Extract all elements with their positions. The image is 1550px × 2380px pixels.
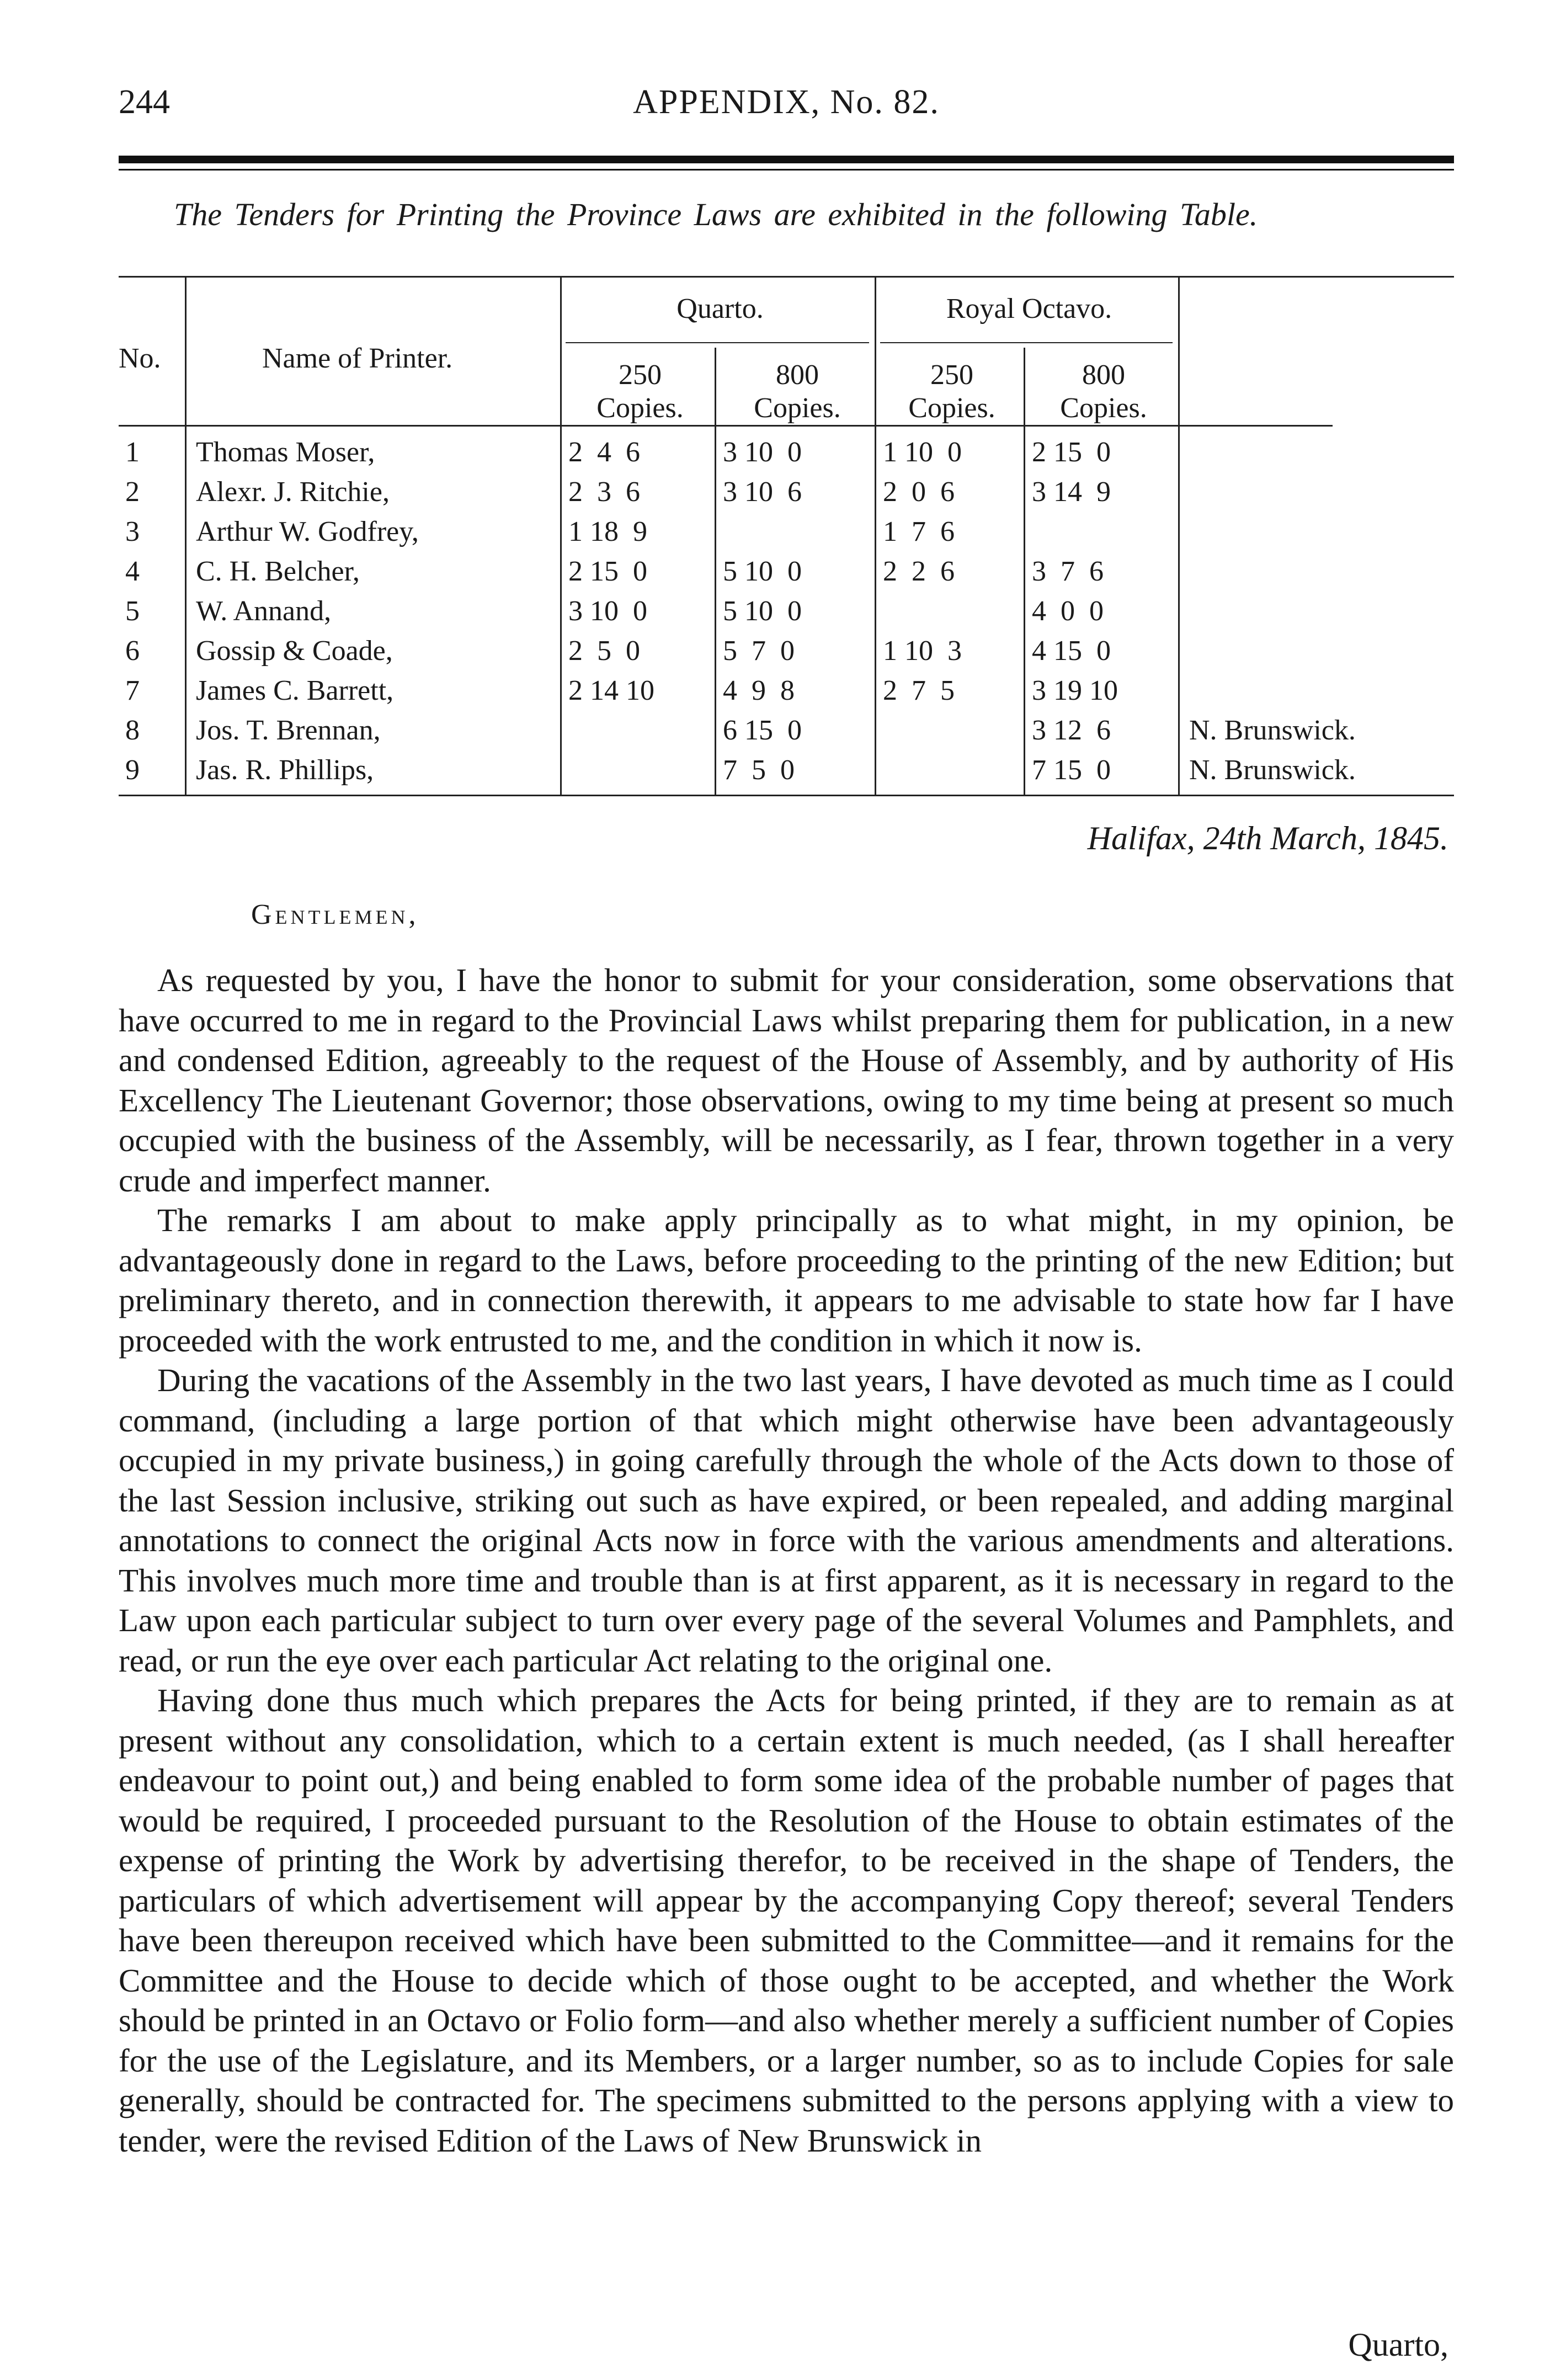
paragraph: During the vacations of the Assembly in the two last years, I have devoted as much time as I could command, (including a large portion of that which might otherwise have been advantageously occupied in my private business,) in going carefully through the whole of the Acts down to those of the last Session inclusive, striking out such as have expired, or been repealed, and adding marginal annotations to connect the original Acts now in force with the various amendments and alterations. This involves much more time and trouble than is at first apparent, as it is necessary in regard to the Law upon each particular subject to turn over every page of the several Volumes and Pamphlets, and read, or run the eye over each particular Act relating to the original one. [119, 1362, 1454, 1679]
header-royal-octavo: Royal Octavo. [946, 293, 1112, 324]
row-name: Jos. T. Brennan, [196, 715, 381, 746]
row-octavo-250: 1 10 0 [883, 436, 962, 468]
catchword: Quarto, [1348, 2326, 1448, 2363]
header-o250: 250 [930, 359, 973, 391]
header-rule-thin [119, 169, 1454, 171]
col-rule [560, 276, 562, 795]
row-octavo-250: 1 7 6 [883, 516, 955, 547]
row-quarto-250: 3 10 0 [568, 595, 647, 627]
col-rule [1178, 276, 1180, 795]
header-copies: Copies. [754, 392, 841, 424]
paragraph: Having done thus much which prepares the Acts for being printed, if they are to remain as at present without any consolidation, which to a certain extent is much needed, (as I shall hereafter endeavour to point out,) and being enabled to form some idea of the probable number of pages that would be required, I proceeded pursuant to the Resolution of the House to obtain estimates of the expense of printing the Work by advertising therefor, to be received in the shape of Tenders, the particulars of which advertisement will appear by the accompanying Copy thereof; several Tenders have been thereupon received which have been submitted to the Committee—and it remains for the Committee and the House to decide which of those ought to be accepted, and whether the Work should be printed in an Octavo or Folio form—and also whether merely a sufficient number of Copies for the use of the Legislature, and its Members, or a larger number, so as to include Copies for sale generally, should be contracted for. The specimens submitted to the persons applying with a view to tender, were the revised Edition of the Laws of New Brunswick in [119, 1682, 1454, 2159]
row-no: 8 [125, 715, 140, 746]
row-quarto-800: 7 5 0 [723, 754, 795, 786]
page-header [119, 83, 1454, 132]
table-header-rule [119, 425, 1333, 427]
row-quarto-250: 1 18 9 [568, 516, 647, 547]
row-quarto-800: 5 10 0 [723, 595, 802, 627]
octavo-subrule [880, 342, 1173, 343]
col-rule [185, 276, 187, 795]
row-quarto-250: 2 5 0 [568, 635, 640, 667]
row-no: 2 [125, 476, 140, 508]
header-q250: 250 [619, 359, 662, 391]
row-octavo-800: 3 7 6 [1032, 556, 1104, 587]
header-quarto: Quarto. [677, 293, 764, 324]
dateline: Halifax, 24th March, 1845. [1087, 820, 1448, 856]
row-quarto-800: 5 7 0 [723, 635, 795, 667]
row-quarto-800: 6 15 0 [723, 715, 802, 746]
row-name: W. Annand, [196, 595, 332, 627]
row-name: James C. Barrett, [196, 675, 394, 706]
header-rule-thick [119, 156, 1454, 163]
row-note: N. Brunswick. [1189, 754, 1356, 786]
row-octavo-800: 3 12 6 [1032, 715, 1111, 746]
row-quarto-800: 5 10 0 [723, 556, 802, 587]
row-name: Alexr. J. Ritchie, [196, 476, 390, 508]
tenders-table [119, 276, 1454, 800]
row-octavo-250: 2 2 6 [883, 556, 955, 587]
row-quarto-800: 4 9 8 [723, 675, 795, 706]
row-quarto-250: 2 14 10 [568, 675, 654, 706]
row-octavo-250: 2 7 5 [883, 675, 955, 706]
header-q800: 800 [776, 359, 819, 391]
table-caption: The Tenders for Printing the Province Laws are exhibited in the following Table. [174, 196, 1258, 232]
quarto-subrule [566, 342, 869, 343]
row-octavo-250: 1 10 3 [883, 635, 962, 667]
paragraph: As requested by you, I have the honor to submit for your consideration, some observations that have occurred to me in regard to the Provincial Laws whilst preparing them for publication, in a new and condensed Edition, agreeably to the request of the House of Assembly, and by authority of His Excellency The Lieutenant Governor; those observations, owing to my time being at present so much occupied with the business of the Assembly, will be necessarily, as I fear, thrown together in a very crude and imperfect manner. [119, 962, 1454, 1199]
row-quarto-250: 2 3 6 [568, 476, 640, 508]
row-quarto-250: 2 4 6 [568, 436, 640, 468]
row-name: Gossip & Coade, [196, 635, 393, 667]
col-rule [715, 348, 716, 795]
row-name: C. H. Belcher, [196, 556, 360, 587]
header-o800: 800 [1082, 359, 1125, 391]
row-quarto-800: 3 10 0 [723, 436, 802, 468]
row-name: Arthur W. Godfrey, [196, 516, 419, 547]
salutation: Gentlemen, [251, 899, 419, 930]
letter-body [119, 960, 1454, 2160]
row-no: 6 [125, 635, 140, 667]
row-no: 4 [125, 556, 140, 587]
header-name: Name of Printer. [262, 343, 453, 374]
row-octavo-800: 3 14 9 [1032, 476, 1111, 508]
table-top-rule [119, 276, 1454, 278]
row-quarto-800: 3 10 6 [723, 476, 802, 508]
row-octavo-800: 4 15 0 [1032, 635, 1111, 667]
row-octavo-250: 2 0 6 [883, 476, 955, 508]
row-no: 3 [125, 516, 140, 547]
row-name: Jas. R. Phillips, [196, 754, 374, 786]
col-rule [875, 276, 876, 795]
header-no: No. [119, 343, 161, 374]
row-octavo-800: 4 0 0 [1032, 595, 1104, 627]
row-octavo-800: 2 15 0 [1032, 436, 1111, 468]
row-no: 7 [125, 675, 140, 706]
paragraph: The remarks I am about to make apply principally as to what might, in my opinion, be advantageously done in regard to the Laws, before proceeding to the printing of the new Edition; but preliminary thereto, and in connection therewith, it appears to me advisable to state how far I have proceeded with the work entrusted to me, and the condition in which it now is. [119, 1202, 1454, 1359]
header-copies: Copies. [596, 392, 684, 424]
header-copies: Copies. [908, 392, 995, 424]
row-octavo-800: 3 19 10 [1032, 675, 1118, 706]
header-copies: Copies. [1060, 392, 1147, 424]
row-note: N. Brunswick. [1189, 715, 1356, 746]
row-octavo-800: 7 15 0 [1032, 754, 1111, 786]
page-number: 244 [119, 83, 170, 121]
row-name: Thomas Moser, [196, 436, 375, 468]
table-bottom-rule [119, 795, 1454, 796]
row-quarto-250: 2 15 0 [568, 556, 647, 587]
row-no: 1 [125, 436, 140, 468]
row-no: 5 [125, 595, 140, 627]
row-no: 9 [125, 754, 140, 786]
page-title: APPENDIX, No. 82. [633, 83, 940, 121]
col-rule [1024, 348, 1025, 795]
